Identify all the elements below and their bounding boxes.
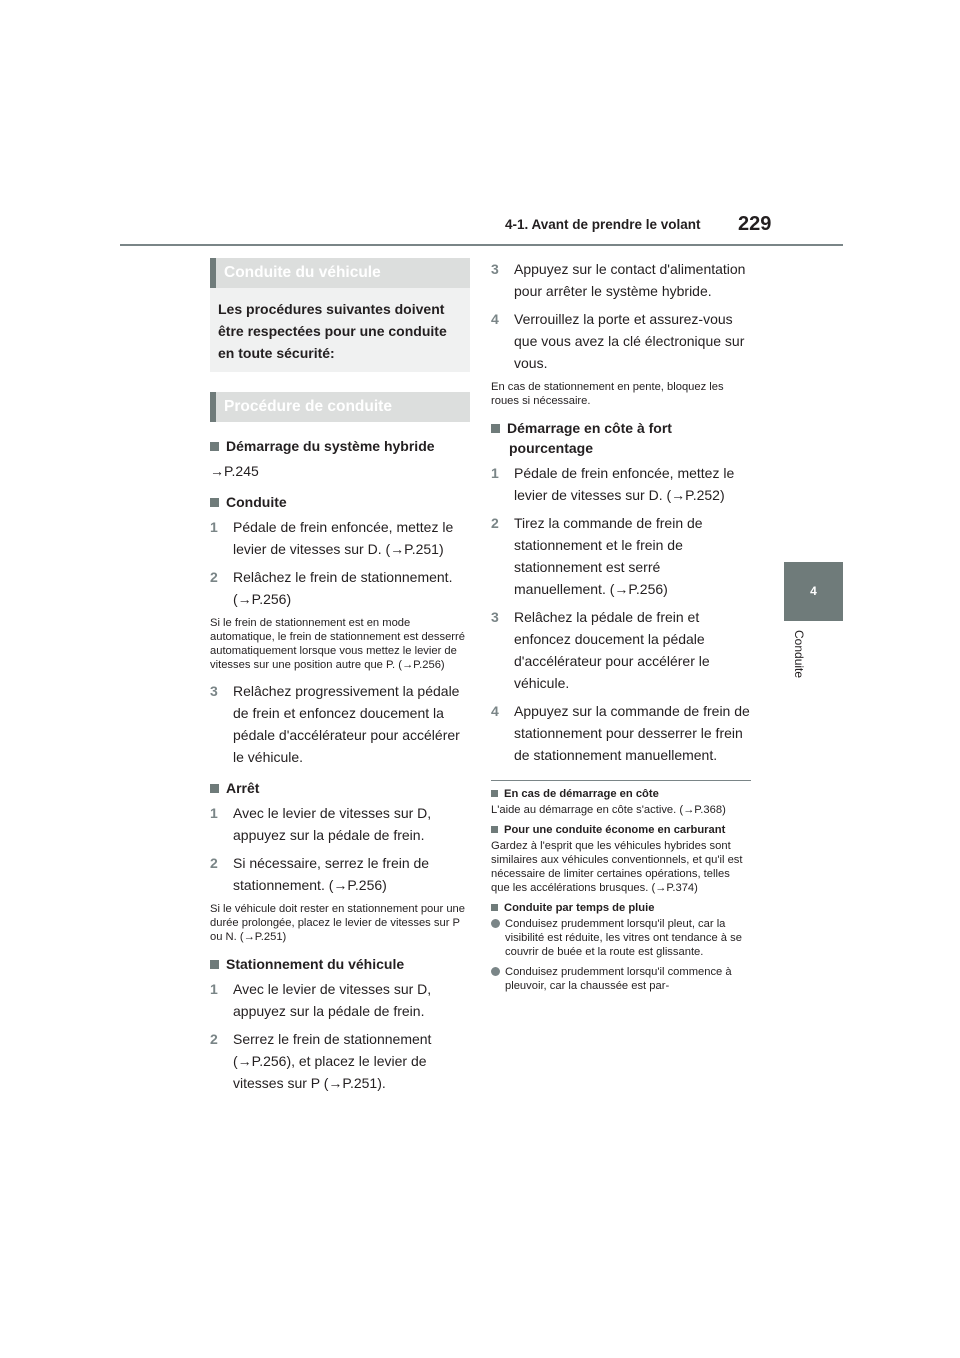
step: 2 Relâchez le frein de stationnement. (→P.256)	[210, 569, 453, 607]
round-bullet-icon	[491, 919, 500, 928]
info-text: Gardez à l'esprit que les véhicules hybrides sont similaires aux véhicules conventionnels, et qu'il est nécessaire de limiter certaines opérations, telles que les accélérations brusques. (→P.374)	[491, 840, 743, 894]
note: En cas de stationnement en pente, bloquez les roues si nécessaire.	[491, 381, 724, 407]
section-header-procedure: Procédure de conduite	[210, 392, 470, 422]
info-divider	[491, 780, 751, 781]
info-heading: Pour une conduite économe en carburant	[491, 823, 751, 837]
step: 1 Avec le levier de vitesses sur D, appuyez sur la pédale de frein.	[210, 981, 432, 1019]
subheading-demarrage-cote: Démarrage en côte à fort pourcentage	[491, 418, 751, 458]
square-bullet-icon	[210, 784, 219, 793]
square-bullet-icon	[491, 826, 498, 833]
note: Si le frein de stationnement est en mode automatique, le frein de stationnement est desserré automatiquement lorsque vous mettez le levier de vitesses sur une position autre que P. (→P.256)	[210, 617, 465, 671]
section-title: 4-1. Avant de prendre le volant	[505, 217, 701, 232]
step: 1 Avec le levier de vitesses sur D, appuyez sur la pédale de frein.	[210, 805, 432, 843]
list-item: Conduisez prudemment lorsqu'il pleut, car la visibilité est réduite, les vitres ont tendance à se couvrir de buée et la route est glissante.	[491, 917, 751, 959]
subheading-stationnement: Stationnement du véhicule	[210, 954, 470, 974]
step: 2 Tirez la commande de frein de stationnement et le frein de stationnement est serré manuellement. (→P.256)	[491, 515, 703, 597]
list-item: Conduisez prudemment lorsqu'il commence à pleuvoir, car la chaussée est par-	[491, 965, 751, 993]
square-bullet-icon	[491, 424, 500, 433]
step: 1 Pédale de frein enfoncée, mettez le levier de vitesses sur D. (→P.252)	[491, 465, 735, 503]
note: Si le véhicule doit rester en stationnement pour une durée prolongée, placez le levier de vitesses sur P ou N. (→P.251)	[210, 903, 465, 943]
step: 1 Pédale de frein enfoncée, mettez le levier de vitesses sur D. (→P.251)	[210, 519, 454, 557]
step: 2 Serrez le frein de stationnement (→P.256), et placez le levier de vitesses sur P (→P.251).	[210, 1031, 432, 1091]
left-column	[210, 258, 470, 1100]
square-bullet-icon	[491, 790, 498, 797]
page-number: 229	[738, 213, 772, 235]
square-bullet-icon	[210, 442, 219, 451]
step: 3 Appuyez sur le contact d'alimentation pour arrêter le système hybride.	[491, 261, 746, 299]
square-bullet-icon	[491, 904, 498, 911]
subheading-conduite: Conduite	[210, 492, 470, 512]
header-rule	[120, 244, 843, 246]
square-bullet-icon	[210, 498, 219, 507]
round-bullet-icon	[491, 967, 500, 976]
info-heading: Conduite par temps de pluie	[491, 901, 751, 915]
step: 3 Relâchez la pédale de frein et enfoncez doucement la pédale d'accélérateur pour accélérer le véhicule.	[491, 609, 710, 691]
chapter-tab: 4	[784, 562, 843, 621]
step: 4 Appuyez sur la commande de frein de stationnement pour desserrer le frein de stationnement manuellement.	[491, 703, 750, 763]
info-text: L'aide au démarrage en côte s'active. (→P.368)	[491, 804, 726, 816]
step: 4 Verrouillez la porte et assurez-vous que vous avez la clé électronique sur vous.	[491, 311, 745, 371]
section-header-conduite: Conduite du véhicule	[210, 258, 470, 288]
intro-box: Les procédures suivantes doivent être respectées pour une conduite en toute sécurité:	[210, 288, 470, 372]
step: 2 Si nécessaire, serrez le frein de stationnement. (→P.256)	[210, 855, 430, 893]
page-ref: →P.245	[210, 463, 259, 479]
chapter-label: Conduite	[792, 630, 806, 679]
step: 3 Relâchez progressivement la pédale de frein et enfoncez doucement la pédale d'accélérateur pour accélérer le véhicule.	[210, 683, 460, 765]
subheading-demarrage: Démarrage du système hybride	[210, 436, 470, 456]
subheading-arret: Arrêt	[210, 778, 470, 798]
right-column	[491, 258, 751, 999]
square-bullet-icon	[210, 960, 219, 969]
info-heading: En cas de démarrage en côte	[491, 787, 751, 801]
